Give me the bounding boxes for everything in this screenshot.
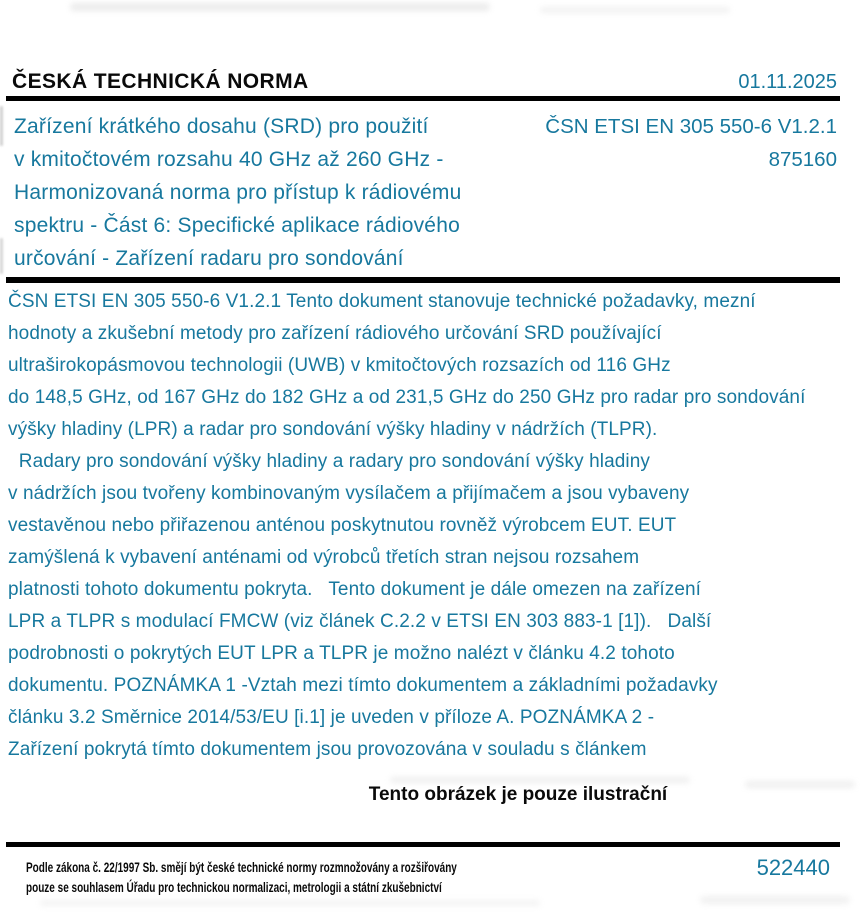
scan-artifact <box>390 777 690 783</box>
illustration-caption: Tento obrázek je pouze ilustrační <box>368 784 668 805</box>
abstract-line: Radary pro sondování výšky hladiny a radary pro sondování výšky hladiny <box>8 451 651 472</box>
abstract-line: platnosti tohoto dokumentu pokryta. Tento dokument je dále omezen na zařízení <box>8 579 702 600</box>
abstract-line: vestavěnou nebo přiřazenou anténou poskytnutou rovněž výrobcem EUT. EUT <box>8 515 677 536</box>
catalog-number: 875160 <box>768 148 837 171</box>
abstract-line: dokumentu. POZNÁMKA 1 -Vztah mezi tímto dokumentem a základními požadavky <box>8 675 718 696</box>
abstract-line: zamýšlená k vybavení anténami od výrobců třetích stran nejsou rozsahem <box>8 547 640 568</box>
scan-artifact <box>700 896 850 904</box>
table-border-fragment <box>0 238 3 274</box>
standard-title <box>14 110 461 275</box>
standard-designation: ČSN ETSI EN 305 550-6 V1.2.1 <box>545 115 837 138</box>
scan-artifact <box>70 3 490 11</box>
abstract-text <box>8 286 805 766</box>
abstract-line: Zařízení pokrytá tímto dokumentem jsou provozována v souladu s článkem <box>8 739 647 760</box>
standard-codes <box>545 110 837 176</box>
legal-notice <box>26 858 457 898</box>
standard-title-line: spektru - Část 6: Specifické aplikace rádiového <box>14 214 460 237</box>
title-rule <box>6 277 840 283</box>
legal-notice-line: Podle zákona č. 22/1997 Sb. smějí být české technické normy rozmnožovány a rozšiřovány <box>26 860 457 875</box>
abstract-line: LPR a TLPR s modulací FMCW (viz článek C.2.2 v ETSI EN 303 883-1 [1]). Další <box>8 611 712 632</box>
standard-title-line: Harmonizovaná norma pro přístup k rádiovému <box>14 181 462 204</box>
abstract-line: výšky hladiny (LPR) a radar pro sondování výšky hladiny v nádržích (TLPR). <box>8 419 658 440</box>
standard-title-line: Zařízení krátkého dosahu (SRD) pro použití <box>14 115 429 138</box>
abstract-line: do 148,5 GHz, od 167 GHz do 182 GHz a od 231,5 GHz do 250 GHz pro radar pro sondování <box>8 387 806 408</box>
scan-artifact <box>540 7 730 13</box>
header-rule <box>6 96 840 101</box>
abstract-line: podrobnosti o pokrytých EUT LPR a TLPR je možno nalézt v článku 4.2 tohoto <box>8 643 675 664</box>
scan-artifact <box>40 900 540 906</box>
standard-title-line: určování - Zařízení radaru pro sondování <box>14 247 404 270</box>
issue-date: 01.11.2025 <box>738 71 837 93</box>
footer-rule <box>6 842 840 847</box>
abstract-line: hodnoty a zkušební metody pro zařízení rádiového určování SRD používající <box>8 323 662 344</box>
abstract-line: ultraširokopásmovou technologii (UWB) v kmitočtových rozsazích od 116 GHz <box>8 355 671 376</box>
abstract-line: článku 3.2 Směrnice 2014/53/EU [i.1] je uveden v příloze A. POZNÁMKA 2 - <box>8 707 655 728</box>
abstract-line: v nádržích jsou tvořeny kombinovaným vysílačem a přijímačem a jsou vybaveny <box>8 483 690 504</box>
page-title: ČESKÁ TECHNICKÁ NORMA <box>12 70 309 93</box>
standard-title-line: v kmitočtovém rozsahu 40 GHz až 260 GHz - <box>14 148 444 171</box>
abstract-line: ČSN ETSI EN 305 550-6 V1.2.1 Tento dokument stanovuje technické požadavky, mezní <box>8 291 756 312</box>
table-border-fragment <box>0 106 3 146</box>
legal-notice-line: pouze se souhlasem Úřadu pro technickou normalizaci, metrologii a státní zkušebnictví <box>26 880 442 895</box>
footer-code: 522440 <box>756 855 830 880</box>
